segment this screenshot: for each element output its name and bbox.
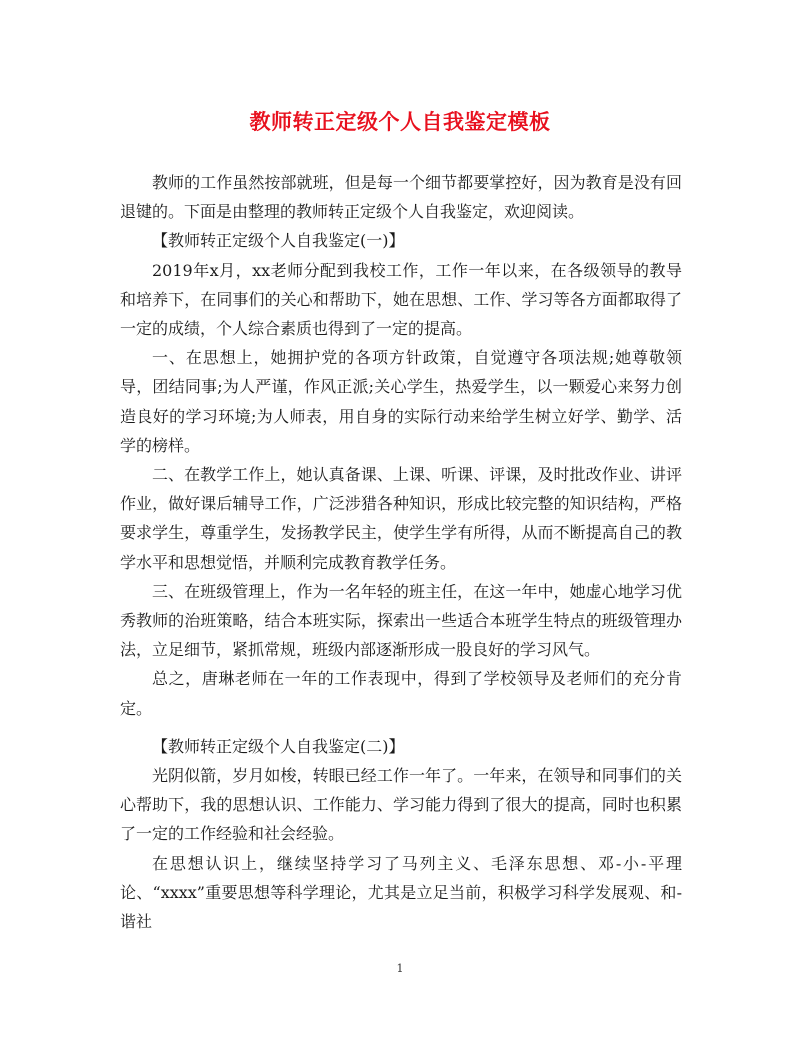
document-body xyxy=(120,168,682,936)
body-paragraph: 二、在教学工作上，她认真备课、上课、听课、评课，及时批改作业、讲评作业，做好课后辅导工作，广泛涉猎各种知识，形成比较完整的知识结构，严格要求学生，尊重学生，发扬教学民主，使学生学有所得，从而不断提高自己的教学水平和思想觉悟，并顺利完成教育教学任务。 xyxy=(120,465,682,572)
body-paragraph: 2019年x月，xx老师分配到我校工作，工作一年以来，在各级领导的教导和培养下，在同事们的关心和帮助下，她在思想、工作、学习等各方面都取得了一定的成绩，个人综合素质也得到了一定的提高。 xyxy=(120,260,682,339)
body-paragraph: 在思想认识上，继续坚持学习了马列主义、毛泽东思想、邓-小-平理论、“xxxx”重要思想等科学理论，尤其是立足当前，积极学习科学发展观、和-谐社 xyxy=(120,853,682,932)
intro-paragraph: 教师的工作虽然按部就班，但是每一个细节都要掌控好，因为教育是没有回退键的。下面是由整理的教师转正定级个人自我鉴定，欢迎阅读。 xyxy=(120,173,682,222)
section-heading-two: 【教师转正定级个人自我鉴定(二)】 xyxy=(152,736,405,756)
document-title: 教师转正定级个人自我鉴定模板 xyxy=(249,110,551,134)
body-paragraph: 光阴似箭，岁月如梭，转眼已经工作一年了。一年来，在领导和同事们的关心帮助下，我的思想认识、工作能力、学习能力得到了很大的提高，同时也积累了一定的工作经验和社会经验。 xyxy=(120,766,682,844)
section-heading-one: 【教师转正定级个人自我鉴定(一)】 xyxy=(152,231,405,251)
body-paragraph: 三、在班级管理上，作为一名年轻的班主任，在这一年中，她虚心地学习优秀教师的治班策略，结合本班实际，探索出一些适合本班学生特点的班级管理办法，立足细节，紧抓常规，班级内部逐渐形成一股良好的学习风气。 xyxy=(120,581,682,660)
body-paragraph: 一、在思想上，她拥护党的各项方针政策，自觉遵守各项法规;她尊敬领导，团结同事;为人严谨，作风正派;关心学生，热爱学生，以一颗爱心来努力创造良好的学习环境;为人师表，用自身的实际行动来给学生树立好学、勤学、活学的榜样。 xyxy=(120,348,682,455)
page-number: 1 xyxy=(396,962,404,975)
body-paragraph: 总之，唐琳老师在一年的工作表现中，得到了学校领导及老师们的充分肯定。 xyxy=(120,669,682,718)
